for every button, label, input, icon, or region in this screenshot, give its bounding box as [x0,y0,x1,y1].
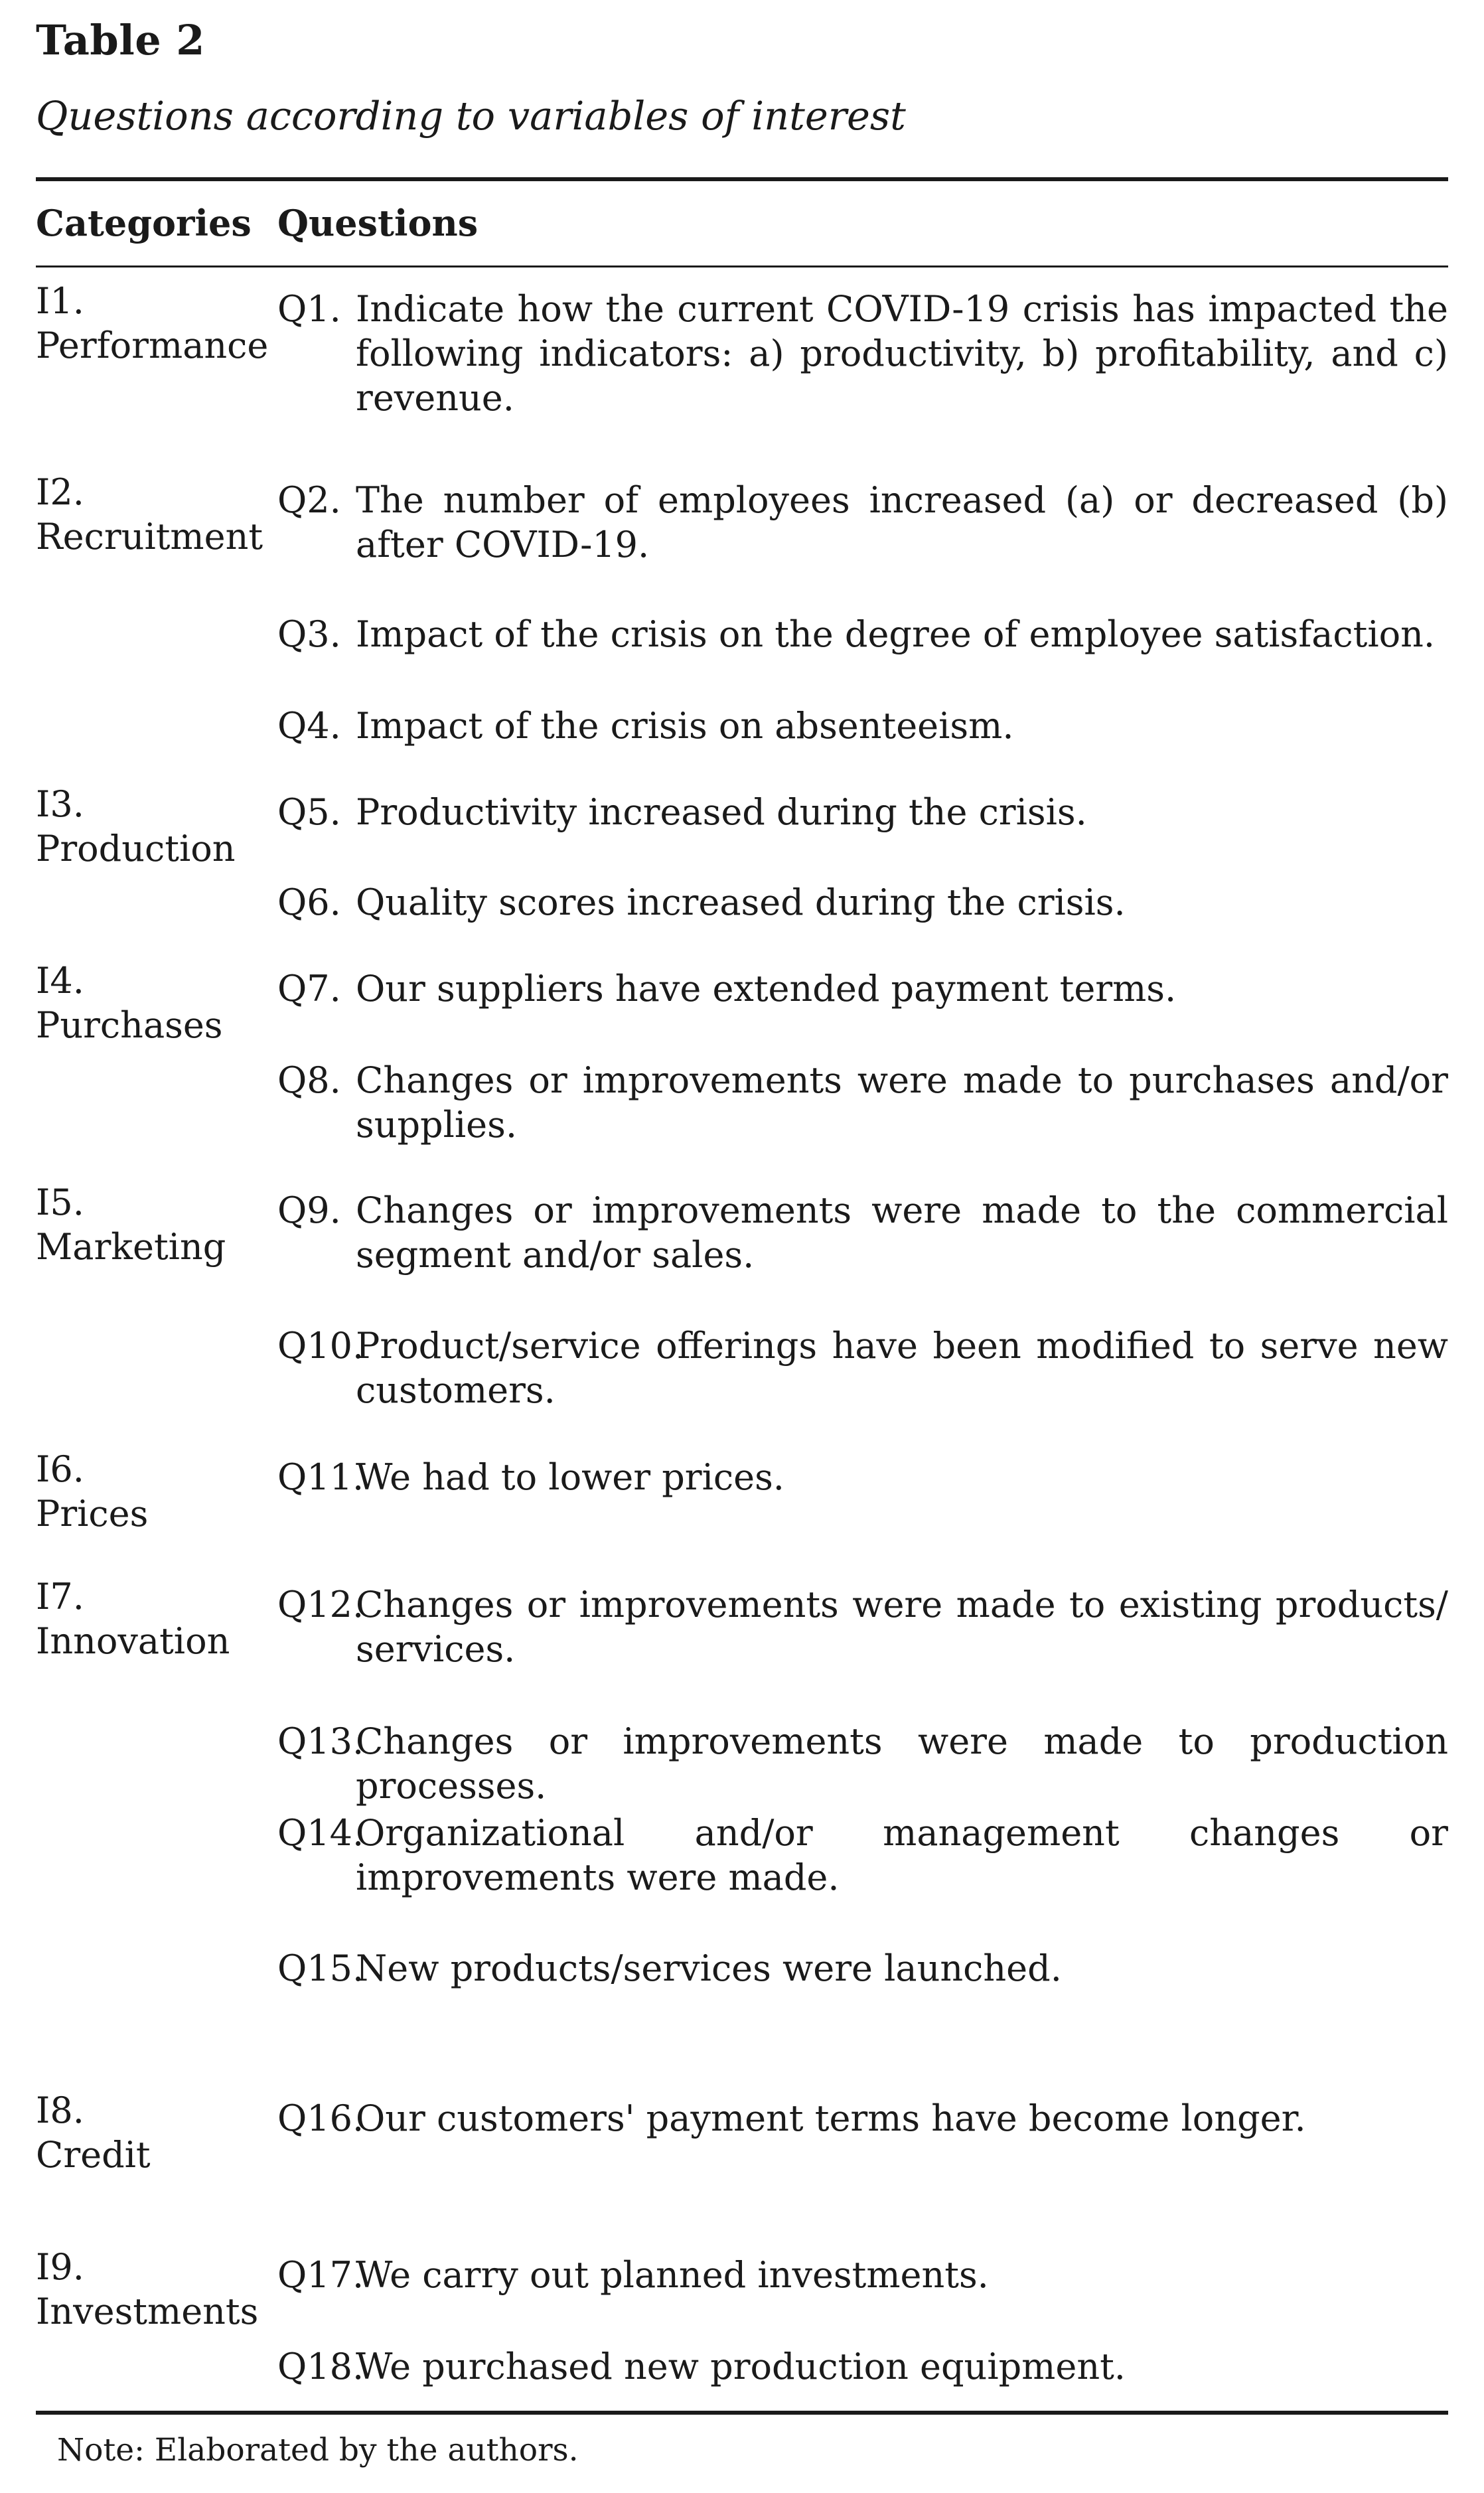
question-id: Q15. [277,1947,364,1989]
category-code: I7. [36,1576,84,1618]
question-id: Q4. [277,705,341,747]
category-name: Innovation [36,1620,230,1662]
question-id: Q13. [277,1720,364,1762]
category-code: I9. [36,2246,84,2288]
question-id: Q2. [277,479,341,521]
category-performance [36,279,269,368]
question-id: Q1. [277,288,341,330]
question-q2 [277,478,1448,567]
question-text: Changes or improvements were made to existing products/ services. [356,1584,1448,1670]
question-id: Q11. [277,1456,364,1498]
question-text: Our suppliers have extended payment terms. [356,968,1177,1010]
question-id: Q9. [277,1189,341,1231]
table-caption: Questions according to variables of interest [36,93,906,139]
category-code: I1. [36,280,84,322]
category-code: I2. [36,471,84,513]
category-innovation [36,1574,261,1663]
question-text: Productivity increased during the crisis. [356,791,1087,833]
question-id: Q12. [277,1584,364,1625]
question-text: Organizational and/or management changes or improvements were made. [356,1812,1448,1898]
category-name: Investments [36,2291,259,2332]
category-prices [36,1447,261,1536]
category-name: Purchases [36,1004,223,1046]
category-credit [36,2088,261,2177]
question-text: The number of employees increased (a) or decreased (b) after COVID-19. [356,479,1448,566]
question-text: Quality scores increased during the crisis. [356,881,1126,923]
question-q17 [277,2253,1448,2297]
question-q14 [277,1811,1448,1900]
question-text: Changes or improvements were made to purchases and/or supplies. [356,1059,1448,1146]
question-q5 [277,790,1448,834]
question-q7 [277,966,1448,1011]
category-investments [36,2245,261,2334]
category-code: I8. [36,2089,84,2131]
category-code: I5. [36,1181,84,1223]
question-text: We carry out planned investments. [356,2254,989,2296]
bottom-rule [36,2411,1448,2415]
question-q12 [277,1582,1448,1671]
question-q6 [277,880,1448,925]
question-q18 [277,2344,1448,2389]
question-text: Our customers' payment terms have become longer. [356,2097,1306,2139]
header-questions: Questions [277,202,479,244]
question-q10 [277,1323,1448,1412]
question-text: We purchased new production equipment. [356,2346,1126,2387]
question-id: Q8. [277,1059,341,1101]
question-text: Impact of the crisis on the degree of employee satisfaction. [356,613,1436,655]
question-id: Q6. [277,881,341,923]
category-purchases [36,958,261,1047]
category-name: Recruitment [36,516,263,558]
header-categories: Categories [36,202,252,244]
question-id: Q14. [277,1812,364,1854]
question-id: Q10. [277,1325,364,1367]
category-code: I3. [36,783,84,825]
question-id: Q3. [277,613,341,655]
category-name: Marketing [36,1226,226,1268]
top-rule [36,177,1448,181]
question-id: Q16. [277,2097,364,2139]
category-marketing [36,1180,261,1269]
question-id: Q5. [277,791,341,833]
table-label: Table 2 [36,16,205,64]
question-id: Q17. [277,2254,364,2296]
category-code: I4. [36,960,84,1002]
question-q3 [277,612,1448,656]
question-text: Product/service offerings have been modified to serve new customers. [356,1325,1448,1411]
category-name: Credit [36,2134,151,2176]
question-q15 [277,1946,1448,1991]
question-text: Changes or improvements were made to production processes. [356,1720,1448,1807]
question-q9 [277,1188,1448,1277]
table-note: Note: Elaborated by the authors. [57,2432,579,2468]
question-id: Q18. [277,2346,364,2387]
category-name: Prices [36,1493,149,1535]
category-recruitment [36,470,261,559]
question-id: Q7. [277,968,341,1010]
question-text: We had to lower prices. [356,1456,784,1498]
question-text: Indicate how the current COVID-19 crisis has impacted the following indicators: a) productivity, b) profitability, and c) revenue. [356,288,1448,419]
category-code: I6. [36,1448,84,1490]
question-q11 [277,1455,1448,1499]
question-q1 [277,287,1448,420]
category-name: Performance [36,325,269,366]
category-name: Production [36,828,236,869]
header-rule [36,265,1448,267]
question-text: Impact of the crisis on absenteeism. [356,705,1014,747]
question-text: Changes or improvements were made to the commercial segment and/or sales. [356,1189,1448,1276]
question-q4 [277,704,1448,748]
question-q8 [277,1058,1448,1147]
question-q16 [277,2096,1448,2141]
question-text: New products/services were launched. [356,1947,1062,1989]
category-production [36,782,261,871]
question-q13 [277,1719,1448,1808]
